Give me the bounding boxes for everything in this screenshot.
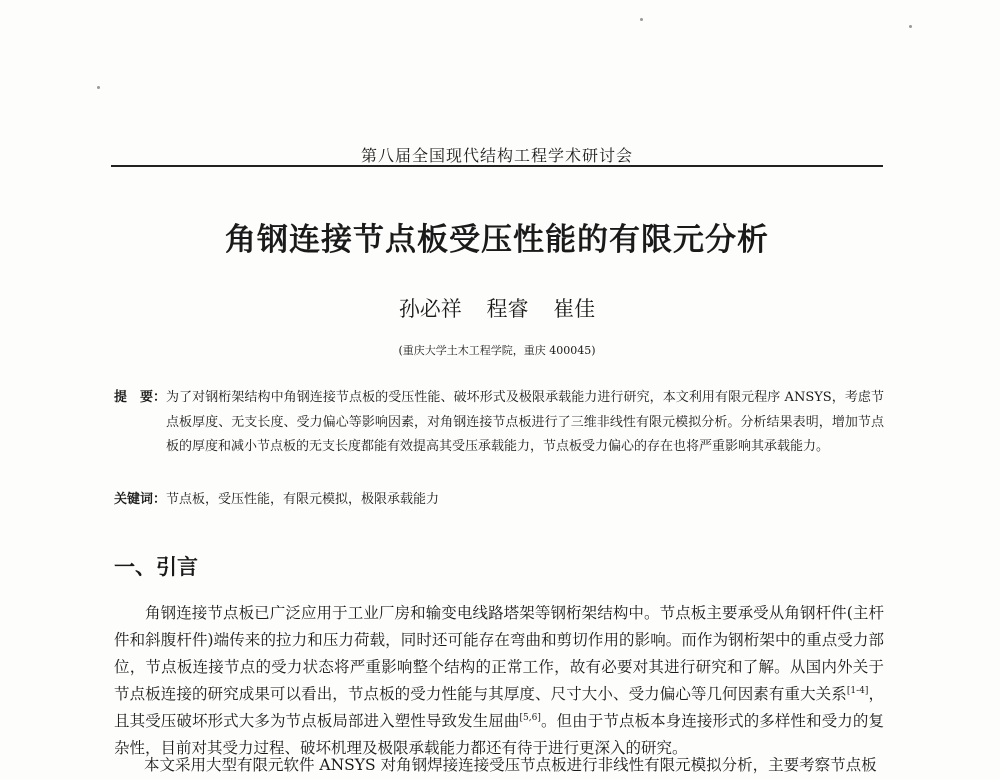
paragraph-part: 角钢连接节点板已广泛应用于工业厂房和输变电线路塔架等钢桁架结构中。节点板主要承受从角钢杆件(主杆件和斜腹杆件)端传来的拉力和压力荷载，同时还可能存在弯曲和剪切作用的影响。而作为钢桁架中的重点受力部位，节点板连接节点的受力状态将严重影响整个结构的正常工作，故有必要对其进行研究和了解。从国内外关于节点板连接的研究成果可以看出，节点板的受力性能与其厚度、尺寸大小、受力偏心等几何因素有重大关系	[114, 604, 884, 703]
paragraph-part: 。但由于节点板本身连接形式的多样性和受力的复杂性，目前对其受力过程、破坏机理及极限承载能力都还有待于进行更深入的研究。	[114, 712, 884, 757]
citation: [5,6]	[519, 713, 541, 723]
paper-title: 角钢连接节点板受压性能的有限元分析	[225, 222, 769, 258]
scan-speck	[640, 18, 643, 21]
conference-header: 第八届全国现代结构工程学术研讨会	[360, 146, 633, 165]
keywords	[114, 490, 884, 510]
scan-speck	[909, 25, 912, 28]
author-1: 孙必祥	[398, 297, 462, 321]
scan-speck	[97, 86, 100, 89]
cropped-next-line: 本文采用大型有限元软件 ANSYS 对角钢焊接连接受压节点板进行非线性有限元模拟分析，主要考察节点板	[144, 756, 877, 774]
citation: [1-4]	[846, 686, 869, 696]
abstract	[114, 386, 884, 460]
paragraph-part: ，且其受压破坏形式大多为节点板局部进入塑性导致发生屈曲	[114, 685, 884, 730]
header-rule	[111, 165, 883, 167]
section-heading: 一、引言	[114, 555, 198, 579]
abstract-label: 提 要：	[114, 390, 167, 405]
keywords-label: 关键词：	[114, 492, 167, 507]
affiliation: (重庆大学土木工程学院，重庆 400045)	[398, 344, 596, 357]
author-3: 崔佳	[553, 297, 596, 321]
abstract-text: 为了对钢桁架结构中角钢连接节点板的受压性能、破坏形式及极限承载能力进行研究，本文利用有限元程序 ANSYS，考虑节点板厚度、无支长度、受力偏心等影响因素，对角钢连接节点板进行了三维非线性有限元模拟分析。分析结果表明，增加节点板的厚度和减小节点板的无支长度都能有效提高其受压承载能力，节点板受力偏心的存在也将严重影响其承载能力。	[166, 390, 884, 454]
author-2: 程睿	[486, 297, 529, 321]
keywords-text: 节点板，受压性能，有限元模拟，极限承载能力	[166, 492, 440, 507]
authors	[111, 293, 883, 323]
